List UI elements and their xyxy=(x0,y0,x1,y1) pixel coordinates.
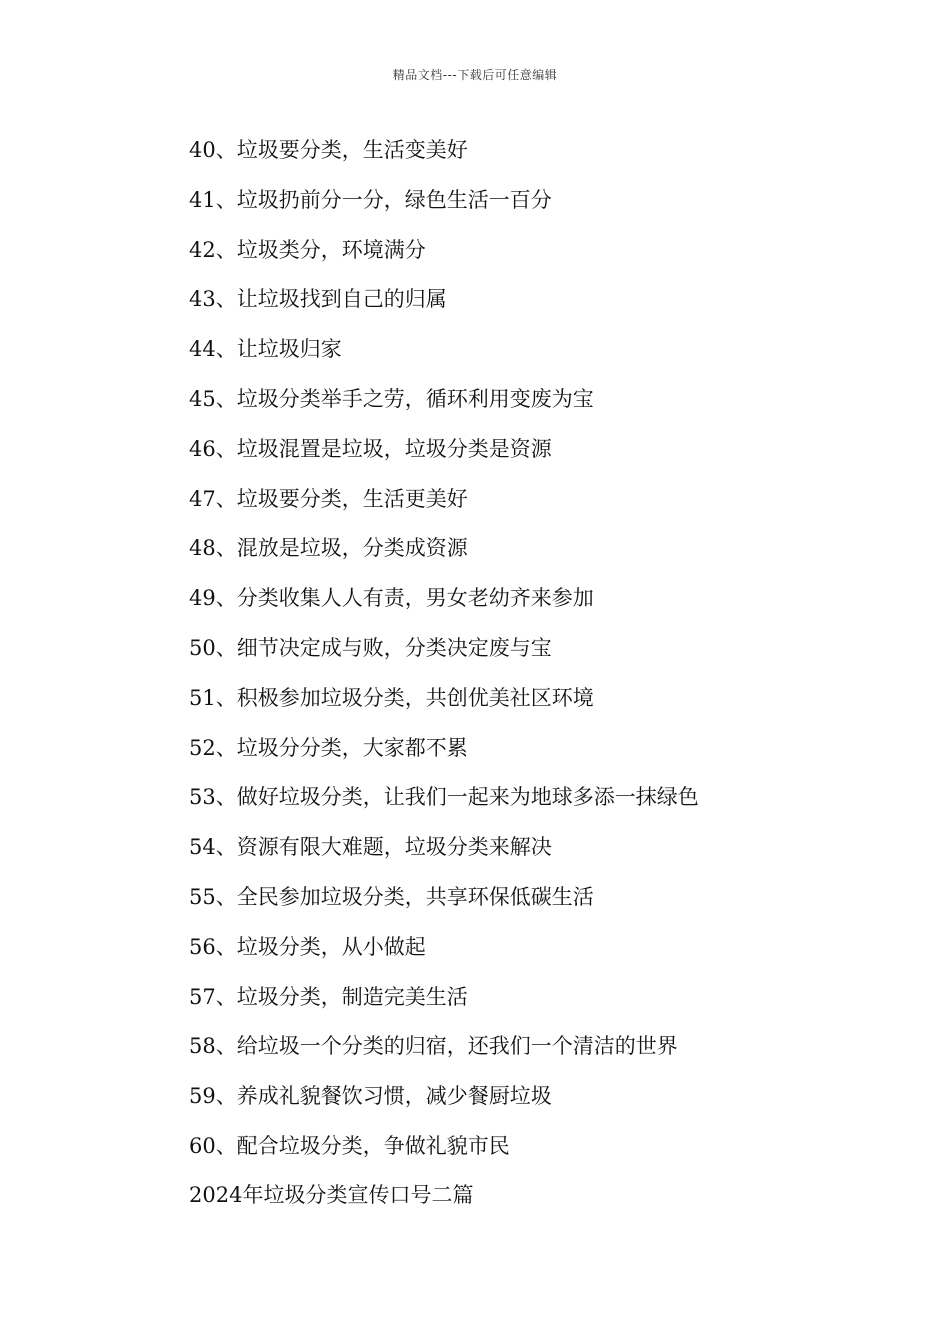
list-item: 56、垃圾分类，从小做起 xyxy=(189,934,426,959)
list-item: 58、给垃圾一个分类的归宿，还我们一个清洁的世界 xyxy=(189,1034,678,1059)
slogan-list xyxy=(189,134,889,1180)
page-header: 精品文档---下载后可任意编辑 xyxy=(392,68,558,82)
list-item: 42、垃圾类分，环境满分 xyxy=(189,237,426,262)
list-item: 43、让垃圾找到自己的归属 xyxy=(189,287,447,312)
list-item: 47、垃圾要分类，生活更美好 xyxy=(189,486,468,511)
list-item: 41、垃圾扔前分一分，绿色生活一百分 xyxy=(189,187,552,212)
list-item: 51、积极参加垃圾分类，共创优美社区环境 xyxy=(189,685,594,710)
list-item: 53、做好垃圾分类，让我们一起来为地球多添一抹绿色 xyxy=(189,785,699,810)
list-item: 49、分类收集人人有责，男女老幼齐来参加 xyxy=(189,586,594,611)
list-item: 52、垃圾分分类，大家都不累 xyxy=(189,735,468,760)
list-item: 55、全民参加垃圾分类，共享环保低碳生活 xyxy=(189,884,594,909)
list-item: 44、让垃圾归家 xyxy=(189,337,342,362)
list-item: 60、配合垃圾分类，争做礼貌市民 xyxy=(189,1133,510,1158)
list-item: 48、混放是垃圾，分类成资源 xyxy=(189,536,468,561)
section-heading: 2024年垃圾分类宣传口号二篇 xyxy=(189,1183,474,1207)
list-item: 50、细节决定成与败，分类决定废与宝 xyxy=(189,635,552,660)
list-item: 40、垃圾要分类，生活变美好 xyxy=(189,138,468,162)
list-item: 45、垃圾分类举手之劳，循环利用变废为宝 xyxy=(189,386,594,411)
list-item: 46、垃圾混置是垃圾，垃圾分类是资源 xyxy=(189,436,552,461)
list-item: 54、资源有限大难题，垃圾分类来解决 xyxy=(189,835,552,860)
list-item: 57、垃圾分类，制造完美生活 xyxy=(189,984,468,1009)
list-item: 59、养成礼貌餐饮习惯，减少餐厨垃圾 xyxy=(189,1084,552,1109)
